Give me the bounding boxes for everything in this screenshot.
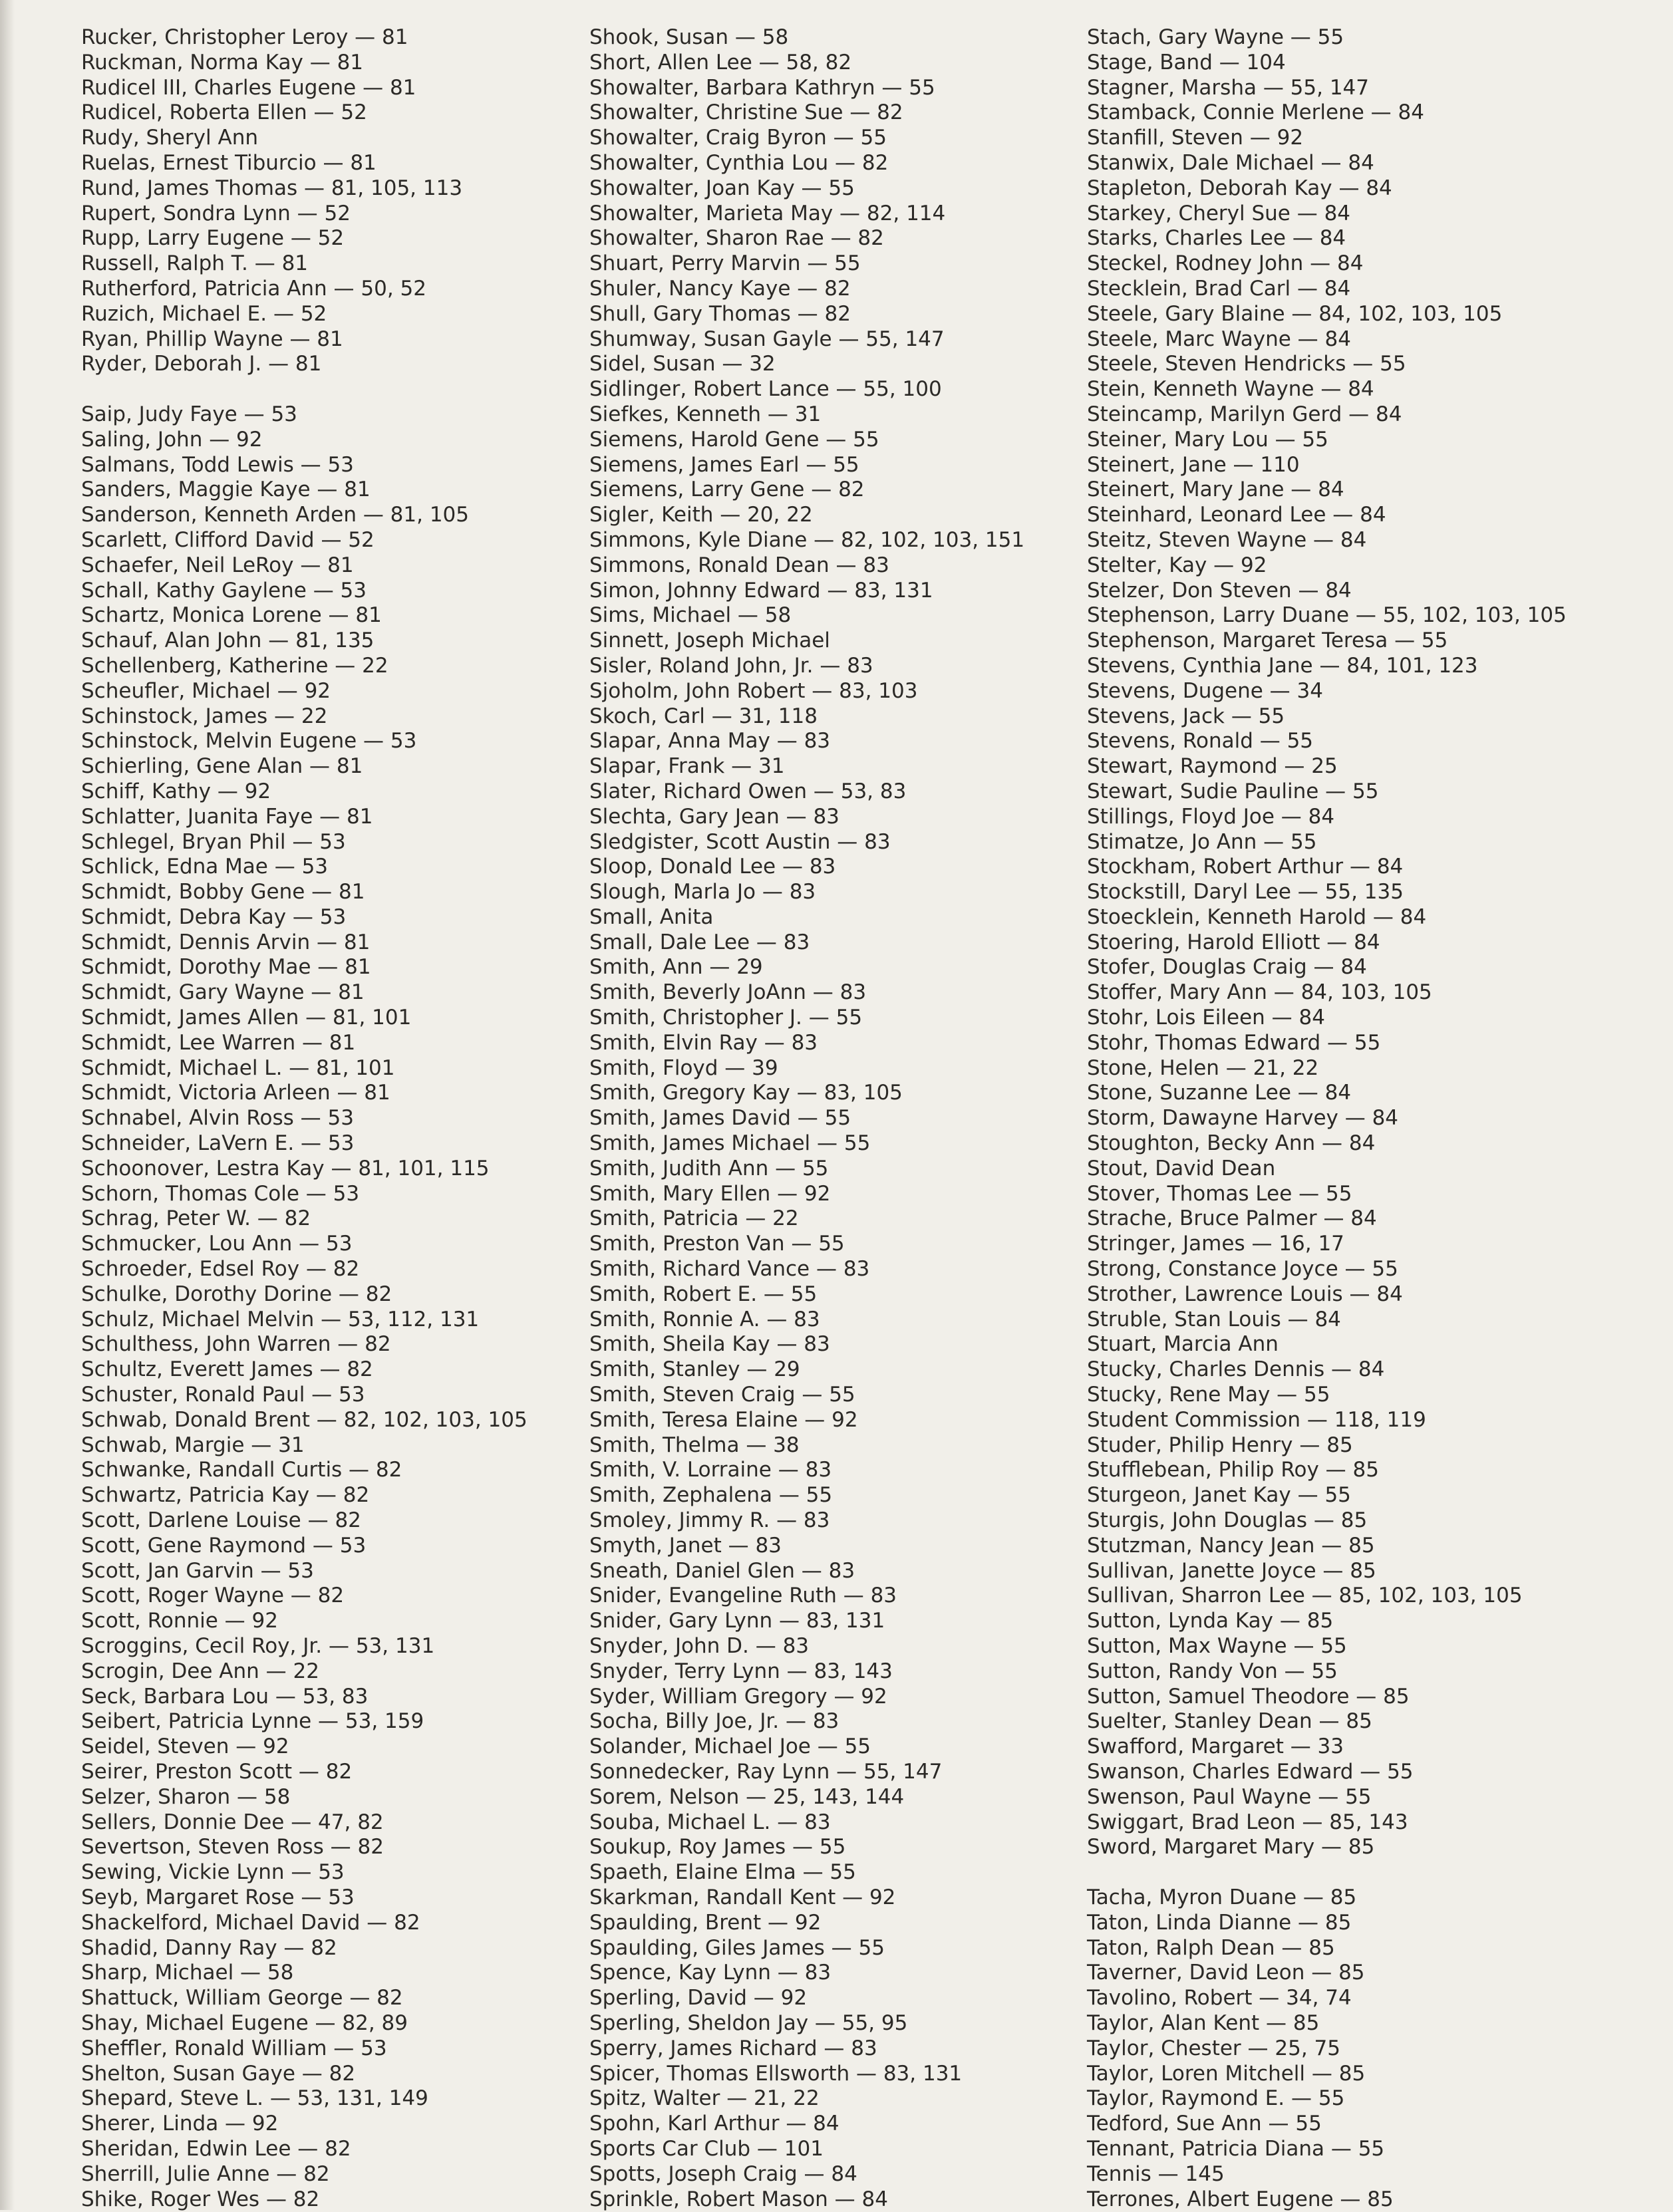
index-entry: Socha, Billy Joe, Jr. — 83 <box>589 1709 839 1734</box>
index-entry: Simmons, Kyle Diane — 82, 102, 103, 151 <box>589 527 1025 552</box>
index-entry: Steele, Marc Wayne — 84 <box>1087 327 1351 351</box>
index-entry: Stone, Suzanne Lee — 84 <box>1087 1081 1352 1105</box>
index-entry: Steinert, Mary Jane — 84 <box>1087 478 1344 502</box>
index-entry: Saip, Judy Faye — 53 <box>81 402 297 426</box>
index-entry: Tennant, Patricia Diana — 55 <box>1087 2136 1385 2161</box>
index-entry: Stevens, Cynthia Jane — 84, 101, 123 <box>1087 653 1478 678</box>
index-entry: Schlick, Edna Mae — 53 <box>81 855 329 879</box>
index-entry: Sellers, Donnie Dee — 47, 82 <box>81 1810 384 1834</box>
index-entry: Schuster, Ronald Paul — 53 <box>81 1383 365 1407</box>
index-entry: Steiner, Mary Lou — 55 <box>1087 427 1328 452</box>
index-entry: Souba, Michael L. — 83 <box>589 1810 831 1834</box>
index-entry: Stephenson, Margaret Teresa — 55 <box>1087 628 1448 653</box>
index-entry: Stufflebean, Philip Roy — 85 <box>1087 1458 1379 1482</box>
index-entry: Stach, Gary Wayne — 55 <box>1087 25 1344 49</box>
index-entry: Sutton, Samuel Theodore — 85 <box>1087 1684 1410 1709</box>
index-entry: Selzer, Sharon — 58 <box>81 1784 291 1809</box>
index-entry: Tedford, Sue Ann — 55 <box>1087 2112 1322 2136</box>
index-entry: Stutzman, Nancy Jean — 85 <box>1087 1533 1375 1558</box>
index-entry: Schmidt, Victoria Arleen — 81 <box>81 1081 390 1105</box>
index-entry: Spaeth, Elaine Elma — 55 <box>589 1860 856 1885</box>
index-entry: Ruckman, Norma Kay — 81 <box>81 50 364 74</box>
index-entry: Shelton, Susan Gaye — 82 <box>81 2061 356 2086</box>
index-entry: Steele, Steven Hendricks — 55 <box>1087 352 1406 376</box>
index-entry: Smith, Preston Van — 55 <box>589 1232 845 1256</box>
index-entry: Strache, Bruce Palmer — 84 <box>1087 1206 1377 1231</box>
section-gap <box>81 377 528 402</box>
index-entry: Shike, Roger Wes — 82 <box>81 2187 320 2211</box>
index-entry: Stanwix, Dale Michael — 84 <box>1087 150 1374 175</box>
index-entry: Tavolino, Robert — 34, 74 <box>1087 1986 1352 2010</box>
index-entry: Smith, Teresa Elaine — 92 <box>589 1407 858 1432</box>
index-entry: Sinnett, Joseph Michael <box>589 628 830 653</box>
index-entry: Schwanke, Randall Curtis — 82 <box>81 1458 402 1482</box>
index-entry: Stuart, Marcia Ann <box>1087 1332 1279 1357</box>
index-entry: Smith, Steven Craig — 55 <box>589 1383 855 1407</box>
index-entry: Tacha, Myron Duane — 85 <box>1087 1885 1357 1909</box>
index-entry: Sturgis, John Douglas — 85 <box>1087 1508 1368 1533</box>
index-entry: Sherrill, Julie Anne — 82 <box>81 2161 330 2186</box>
index-entry: Scott, Ronnie — 92 <box>81 1609 278 1633</box>
index-entry: Snider, Evangeline Ruth — 83 <box>589 1584 897 1608</box>
index-entry: Showalter, Marieta May — 82, 114 <box>589 201 946 225</box>
index-entry: Smoley, Jimmy R. — 83 <box>589 1508 830 1533</box>
index-entry: Stohr, Thomas Edward — 55 <box>1087 1030 1381 1055</box>
index-entry: Smith, Thelma — 38 <box>589 1433 800 1457</box>
index-entry: Short, Allen Lee — 58, 82 <box>589 50 852 74</box>
index-entry: Smith, Ann — 29 <box>589 955 763 980</box>
index-entry: Tennis — 145 <box>1087 2161 1225 2186</box>
index-entry: Schmidt, Lee Warren — 81 <box>81 1030 356 1055</box>
index-entry: Snyder, Terry Lynn — 83, 143 <box>589 1659 893 1683</box>
index-entry: Rund, James Thomas — 81, 105, 113 <box>81 176 463 200</box>
index-entry: Saling, John — 92 <box>81 427 263 452</box>
index-entry: Schorn, Thomas Cole — 53 <box>81 1181 360 1206</box>
index-entry: Smith, Ronnie A. — 83 <box>589 1307 820 1331</box>
index-entry: Seck, Barbara Lou — 53, 83 <box>81 1684 369 1709</box>
index-entry: Schwab, Margie — 31 <box>81 1433 305 1457</box>
index-entry: Strong, Constance Joyce — 55 <box>1087 1257 1398 1282</box>
index-entry: Severtson, Steven Ross — 82 <box>81 1835 384 1860</box>
index-entry: Schmidt, Dennis Arvin — 81 <box>81 930 371 954</box>
index-entry: Taton, Ralph Dean — 85 <box>1087 1935 1335 1960</box>
index-entry: Spaulding, Brent — 92 <box>589 1910 822 1935</box>
index-entry: Scott, Jan Garvin — 53 <box>81 1558 314 1583</box>
index-entry: Sharp, Michael — 58 <box>81 1961 294 1985</box>
index-entry: Schulke, Dorothy Dorine — 82 <box>81 1282 392 1306</box>
index-entry: Schulthess, John Warren — 82 <box>81 1332 391 1357</box>
page-binding-edge <box>0 0 15 2210</box>
index-entry: Ruzich, Michael E. — 52 <box>81 301 327 326</box>
index-entry: Stringer, James — 16, 17 <box>1087 1232 1344 1256</box>
index-entry: Strother, Lawrence Louis — 84 <box>1087 1282 1403 1306</box>
index-entry: Swenson, Paul Wayne — 55 <box>1087 1784 1372 1809</box>
index-entry: Smith, V. Lorraine — 83 <box>589 1458 832 1482</box>
index-entry: Sutton, Randy Von — 55 <box>1087 1659 1338 1683</box>
index-entry: Rupp, Larry Eugene — 52 <box>81 226 345 251</box>
index-entry: Showalter, Cynthia Lou — 82 <box>589 150 889 175</box>
index-entry: Rupert, Sondra Lynn — 52 <box>81 201 351 225</box>
index-entry: Smith, Robert E. — 55 <box>589 1282 818 1306</box>
index-entry: Taylor, Alan Kent — 85 <box>1087 2010 1320 2035</box>
index-entry: Schmidt, Michael L. — 81, 101 <box>81 1055 395 1080</box>
index-entry: Spaulding, Giles James — 55 <box>589 1935 885 1960</box>
index-entry: Smith, Stanley — 29 <box>589 1357 800 1382</box>
index-entry: Stockstill, Daryl Lee — 55, 135 <box>1087 880 1404 904</box>
index-entry: Slater, Richard Owen — 53, 83 <box>589 779 907 803</box>
index-entry: Scott, Gene Raymond — 53 <box>81 1533 367 1558</box>
index-entry: Schneider, LaVern E. — 53 <box>81 1131 355 1156</box>
index-entry: Sutton, Lynda Kay — 85 <box>1087 1609 1334 1633</box>
index-entry: Sword, Margaret Mary — 85 <box>1087 1835 1375 1860</box>
index-entry: Scheufler, Michael — 92 <box>81 678 331 703</box>
index-entry: Steitz, Steven Wayne — 84 <box>1087 527 1367 552</box>
index-entry: Sheridan, Edwin Lee — 82 <box>81 2136 351 2161</box>
index-entry: Sullivan, Janette Joyce — 85 <box>1087 1558 1376 1583</box>
index-entry: Russell, Ralph T. — 81 <box>81 251 309 276</box>
index-entry: Slechta, Gary Jean — 83 <box>589 804 839 829</box>
index-entry: Rucker, Christopher Leroy — 81 <box>81 25 408 49</box>
index-entry: Showalter, Sharon Rae — 82 <box>589 226 884 251</box>
index-entry: Shuler, Nancy Kaye — 82 <box>589 276 851 301</box>
index-entry: Sperling, Sheldon Jay — 55, 95 <box>589 2010 908 2035</box>
index-entry: Schlatter, Juanita Faye — 81 <box>81 804 373 829</box>
index-entry: Shumway, Susan Gayle — 55, 147 <box>589 327 945 351</box>
index-entry: Stoughton, Becky Ann — 84 <box>1087 1131 1376 1156</box>
index-entry: Stevens, Jack — 55 <box>1087 704 1285 728</box>
index-entry: Siemens, Harold Gene — 55 <box>589 427 879 452</box>
index-entry: Scrogin, Dee Ann — 22 <box>81 1659 319 1683</box>
index-entry: Stein, Kenneth Wayne — 84 <box>1087 377 1374 402</box>
index-entry: Scroggins, Cecil Roy, Jr. — 53, 131 <box>81 1634 435 1658</box>
index-entry: Student Commission — 118, 119 <box>1087 1407 1426 1432</box>
index-entry: Sperry, James Richard — 83 <box>589 2036 877 2060</box>
index-entry: Snyder, John D. — 83 <box>589 1634 810 1658</box>
index-entry: Smith, Zephalena — 55 <box>589 1483 833 1508</box>
index-entry: Shadid, Danny Ray — 82 <box>81 1935 337 1960</box>
index-entry: Terrones, Albert Eugene — 85 <box>1087 2187 1394 2211</box>
index-entry: Spotts, Joseph Craig — 84 <box>589 2161 857 2186</box>
section-gap <box>1087 1860 1567 1885</box>
index-entry: Slapar, Frank — 31 <box>589 754 785 779</box>
index-entry: Seirer, Preston Scott — 82 <box>81 1759 353 1784</box>
index-entry: Scott, Roger Wayne — 82 <box>81 1584 345 1608</box>
index-entry: Scarlett, Clifford David — 52 <box>81 527 375 552</box>
index-entry: Shay, Michael Eugene — 82, 89 <box>81 2010 408 2035</box>
index-entry: Stoffer, Mary Ann — 84, 103, 105 <box>1087 980 1432 1005</box>
index-entry: Schwartz, Patricia Kay — 82 <box>81 1483 370 1508</box>
index-entry: Schellenberg, Katherine — 22 <box>81 653 388 678</box>
index-entry: Stewart, Sudie Pauline — 55 <box>1087 779 1379 803</box>
index-entry: Siemens, Larry Gene — 82 <box>589 478 865 502</box>
index-entry: Sanders, Maggie Kaye — 81 <box>81 478 371 502</box>
index-entry: Stewart, Raymond — 25 <box>1087 754 1338 779</box>
index-entry: Syder, William Gregory — 92 <box>589 1684 887 1709</box>
index-entry: Sims, Michael — 58 <box>589 603 792 628</box>
index-entry: Showalter, Barbara Kathryn — 55 <box>589 75 935 100</box>
index-entry: Schoonover, Lestra Kay — 81, 101, 115 <box>81 1156 490 1180</box>
index-entry: Sewing, Vickie Lynn — 53 <box>81 1860 345 1885</box>
index-entry: Stoering, Harold Elliott — 84 <box>1087 930 1380 954</box>
index-entry: Stover, Thomas Lee — 55 <box>1087 1181 1352 1206</box>
index-entry: Shuart, Perry Marvin — 55 <box>589 251 861 276</box>
index-entry: Taylor, Chester — 25, 75 <box>1087 2036 1340 2060</box>
index-entry: Smith, Beverly JoAnn — 83 <box>589 980 867 1005</box>
index-entry: Spence, Kay Lynn — 83 <box>589 1961 832 1985</box>
index-entry: Studer, Philip Henry — 85 <box>1087 1433 1353 1457</box>
index-entry: Smith, Judith Ann — 55 <box>589 1156 829 1180</box>
index-entry: Showalter, Joan Kay — 55 <box>589 176 855 200</box>
index-column-3 <box>1087 25 1567 2212</box>
index-entry: Schmucker, Lou Ann — 53 <box>81 1232 353 1256</box>
index-entry: Shook, Susan — 58 <box>589 25 789 49</box>
index-entry: Sigler, Keith — 20, 22 <box>589 503 813 527</box>
index-entry: Sutton, Max Wayne — 55 <box>1087 1634 1347 1658</box>
index-entry: Rudy, Sheryl Ann <box>81 126 258 150</box>
index-entry: Stout, David Dean <box>1087 1156 1276 1180</box>
index-entry: Sanderson, Kenneth Arden — 81, 105 <box>81 503 470 527</box>
index-column-2 <box>589 25 1024 2212</box>
index-entry: Taylor, Loren Mitchell — 85 <box>1087 2061 1366 2086</box>
index-entry: Schaefer, Neil LeRoy — 81 <box>81 553 354 577</box>
index-entry: Swanson, Charles Edward — 55 <box>1087 1759 1414 1784</box>
index-entry: Schierling, Gene Alan — 81 <box>81 754 363 779</box>
index-entry: Showalter, Christine Sue — 82 <box>589 100 903 125</box>
index-entry: Sidel, Susan — 32 <box>589 352 776 376</box>
index-entry: Rudicel III, Charles Eugene — 81 <box>81 75 416 100</box>
index-entry: Smith, Sheila Kay — 83 <box>589 1332 830 1357</box>
index-entry: Schall, Kathy Gaylene — 53 <box>81 578 367 603</box>
index-entry: Taton, Linda Dianne — 85 <box>1087 1910 1352 1935</box>
index-entry: Sturgeon, Janet Kay — 55 <box>1087 1483 1351 1508</box>
index-entry: Swafford, Margaret — 33 <box>1087 1734 1344 1759</box>
index-entry: Siefkes, Kenneth — 31 <box>589 402 822 426</box>
index-entry: Stimatze, Jo Ann — 55 <box>1087 829 1317 854</box>
index-entry: Schiff, Kathy — 92 <box>81 779 271 803</box>
index-entry: Salmans, Todd Lewis — 53 <box>81 452 354 477</box>
index-entry: Schinstock, Melvin Eugene — 53 <box>81 729 417 754</box>
index-entry: Schultz, Everett James — 82 <box>81 1357 373 1382</box>
index-entry: Sheffler, Ronald William — 53 <box>81 2036 387 2060</box>
index-entry: Sonnedecker, Ray Lynn — 55, 147 <box>589 1759 943 1784</box>
index-entry: Seibert, Patricia Lynne — 53, 159 <box>81 1709 424 1734</box>
index-entry: Schmidt, Dorothy Mae — 81 <box>81 955 371 980</box>
index-entry: Stanfill, Steven — 92 <box>1087 126 1304 150</box>
index-entry: Sledgister, Scott Austin — 83 <box>589 829 891 854</box>
index-entry: Smith, Richard Vance — 83 <box>589 1257 870 1282</box>
index-entry: Sperling, David — 92 <box>589 1986 808 2010</box>
index-entry: Sneath, Daniel Glen — 83 <box>589 1558 855 1583</box>
index-entry: Schmidt, Bobby Gene — 81 <box>81 880 365 904</box>
index-entry: Simmons, Ronald Dean — 83 <box>589 553 889 577</box>
index-entry: Smith, Floyd — 39 <box>589 1055 778 1080</box>
index-entry: Schroeder, Edsel Roy — 82 <box>81 1257 360 1282</box>
index-entry: Sidlinger, Robert Lance — 55, 100 <box>589 377 942 402</box>
index-entry: Shull, Gary Thomas — 82 <box>589 301 851 326</box>
index-entry: Schrag, Peter W. — 82 <box>81 1206 311 1231</box>
index-entry: Schmidt, Gary Wayne — 81 <box>81 980 365 1005</box>
index-entry: Sorem, Nelson — 25, 143, 144 <box>589 1784 905 1809</box>
index-entry: Starks, Charles Lee — 84 <box>1087 226 1346 251</box>
index-entry: Slough, Marla Jo — 83 <box>589 880 816 904</box>
index-entry: Soukup, Roy James — 55 <box>589 1835 846 1860</box>
index-entry: Skarkman, Randall Kent — 92 <box>589 1885 896 1909</box>
index-entry: Small, Anita <box>589 904 714 929</box>
index-entry: Stamback, Connie Merlene — 84 <box>1087 100 1424 125</box>
index-entry: Stelzer, Don Steven — 84 <box>1087 578 1352 603</box>
index-entry: Schulz, Michael Melvin — 53, 112, 131 <box>81 1307 480 1331</box>
index-entry: Swiggart, Brad Leon — 85, 143 <box>1087 1810 1408 1834</box>
index-entry: Stillings, Floyd Joe — 84 <box>1087 804 1335 829</box>
index-entry: Shepard, Steve L. — 53, 131, 149 <box>81 2086 428 2111</box>
index-column-1 <box>81 25 528 2212</box>
index-entry: Taverner, David Leon — 85 <box>1087 1961 1365 1985</box>
index-entry: Sjoholm, John Robert — 83, 103 <box>589 678 918 703</box>
index-entry: Stelter, Kay — 92 <box>1087 553 1267 577</box>
index-entry: Starkey, Cheryl Sue — 84 <box>1087 201 1351 225</box>
index-entry: Small, Dale Lee — 83 <box>589 930 810 954</box>
index-entry: Sullivan, Sharron Lee — 85, 102, 103, 105 <box>1087 1584 1523 1608</box>
index-entry: Schmidt, James Allen — 81, 101 <box>81 1006 412 1030</box>
index-entry: Rudicel, Roberta Ellen — 52 <box>81 100 367 125</box>
index-entry: Ryan, Phillip Wayne — 81 <box>81 327 343 351</box>
index-entry: Slapar, Anna May — 83 <box>589 729 831 754</box>
index-entry: Siemens, James Earl — 55 <box>589 452 859 477</box>
index-entry: Stohr, Lois Eileen — 84 <box>1087 1006 1325 1030</box>
index-entry: Skoch, Carl — 31, 118 <box>589 704 818 728</box>
index-entry: Smith, Patricia — 22 <box>589 1206 799 1231</box>
index-entry: Stevens, Dugene — 34 <box>1087 678 1323 703</box>
index-entry: Schlegel, Bryan Phil — 53 <box>81 829 346 854</box>
index-entry: Scott, Darlene Louise — 82 <box>81 1508 361 1533</box>
index-entry: Steincamp, Marilyn Gerd — 84 <box>1087 402 1402 426</box>
index-entry: Spohn, Karl Arthur — 84 <box>589 2112 839 2136</box>
index-entry: Snider, Gary Lynn — 83, 131 <box>589 1609 885 1633</box>
index-entry: Sherer, Linda — 92 <box>81 2112 279 2136</box>
index-entry: Rutherford, Patricia Ann — 50, 52 <box>81 276 427 301</box>
index-entry: Taylor, Raymond E. — 55 <box>1087 2086 1345 2111</box>
index-entry: Shackelford, Michael David — 82 <box>81 1910 420 1935</box>
index-entry: Sisler, Roland John, Jr. — 83 <box>589 653 873 678</box>
index-entry: Spicer, Thomas Ellsworth — 83, 131 <box>589 2061 963 2086</box>
index-entry: Schauf, Alan John — 81, 135 <box>81 628 375 653</box>
index-entry: Smith, James David — 55 <box>589 1106 851 1131</box>
index-entry: Ryder, Deborah J. — 81 <box>81 352 322 376</box>
index-entry: Smith, Mary Ellen — 92 <box>589 1181 831 1206</box>
index-entry: Spitz, Walter — 21, 22 <box>589 2086 820 2111</box>
index-entry: Ruelas, Ernest Tiburcio — 81 <box>81 150 377 175</box>
index-entry: Schinstock, James — 22 <box>81 704 328 728</box>
index-entry: Stagner, Marsha — 55, 147 <box>1087 75 1369 100</box>
index-entry: Schartz, Monica Lorene — 81 <box>81 603 382 628</box>
index-entry: Stage, Band — 104 <box>1087 50 1286 74</box>
index-entry: Shattuck, William George — 82 <box>81 1986 403 2010</box>
index-entry: Schwab, Donald Brent — 82, 102, 103, 105 <box>81 1407 528 1432</box>
index-entry: Stevens, Ronald — 55 <box>1087 729 1314 754</box>
index-entry: Smyth, Janet — 83 <box>589 1533 782 1558</box>
index-entry: Stapleton, Deborah Kay — 84 <box>1087 176 1392 200</box>
index-entry: Stockham, Robert Arthur — 84 <box>1087 855 1404 879</box>
index-entry: Struble, Stan Louis — 84 <box>1087 1307 1341 1331</box>
index-entry: Stephenson, Larry Duane — 55, 102, 103, 105 <box>1087 603 1567 628</box>
index-entry: Showalter, Craig Byron — 55 <box>589 126 887 150</box>
index-entry: Suelter, Stanley Dean — 85 <box>1087 1709 1372 1734</box>
index-entry: Seidel, Steven — 92 <box>81 1734 289 1759</box>
index-entry: Stoecklein, Kenneth Harold — 84 <box>1087 904 1427 929</box>
index-entry: Steinert, Jane — 110 <box>1087 452 1300 477</box>
index-entry: Stofer, Douglas Craig — 84 <box>1087 955 1367 980</box>
index-entry: Storm, Dawayne Harvey — 84 <box>1087 1106 1399 1131</box>
index-entry: Schmidt, Debra Kay — 53 <box>81 904 347 929</box>
index-entry: Steckel, Rodney John — 84 <box>1087 251 1364 276</box>
index-entry: Smith, James Michael — 55 <box>589 1131 871 1156</box>
index-entry: Steele, Gary Blaine — 84, 102, 103, 105 <box>1087 301 1503 326</box>
index-entry: Stucky, Rene May — 55 <box>1087 1383 1330 1407</box>
index-entry: Sloop, Donald Lee — 83 <box>589 855 836 879</box>
index-entry: Schnabel, Alvin Ross — 53 <box>81 1106 354 1131</box>
index-entry: Sprinkle, Robert Mason — 84 <box>589 2187 888 2211</box>
index-entry: Stone, Helen — 21, 22 <box>1087 1055 1319 1080</box>
index-entry: Smith, Elvin Ray — 83 <box>589 1030 818 1055</box>
index-entry: Simon, Johnny Edward — 83, 131 <box>589 578 933 603</box>
index-entry: Stucky, Charles Dennis — 84 <box>1087 1357 1385 1382</box>
index-entry: Smith, Gregory Kay — 83, 105 <box>589 1081 903 1105</box>
index-entry: Solander, Michael Joe — 55 <box>589 1734 871 1759</box>
index-entry: Seyb, Margaret Rose — 53 <box>81 1885 355 1909</box>
index-entry: Stecklein, Brad Carl — 84 <box>1087 276 1351 301</box>
index-entry: Sports Car Club — 101 <box>589 2136 824 2161</box>
index-entry: Smith, Christopher J. — 55 <box>589 1006 863 1030</box>
index-entry: Steinhard, Leonard Lee — 84 <box>1087 503 1386 527</box>
